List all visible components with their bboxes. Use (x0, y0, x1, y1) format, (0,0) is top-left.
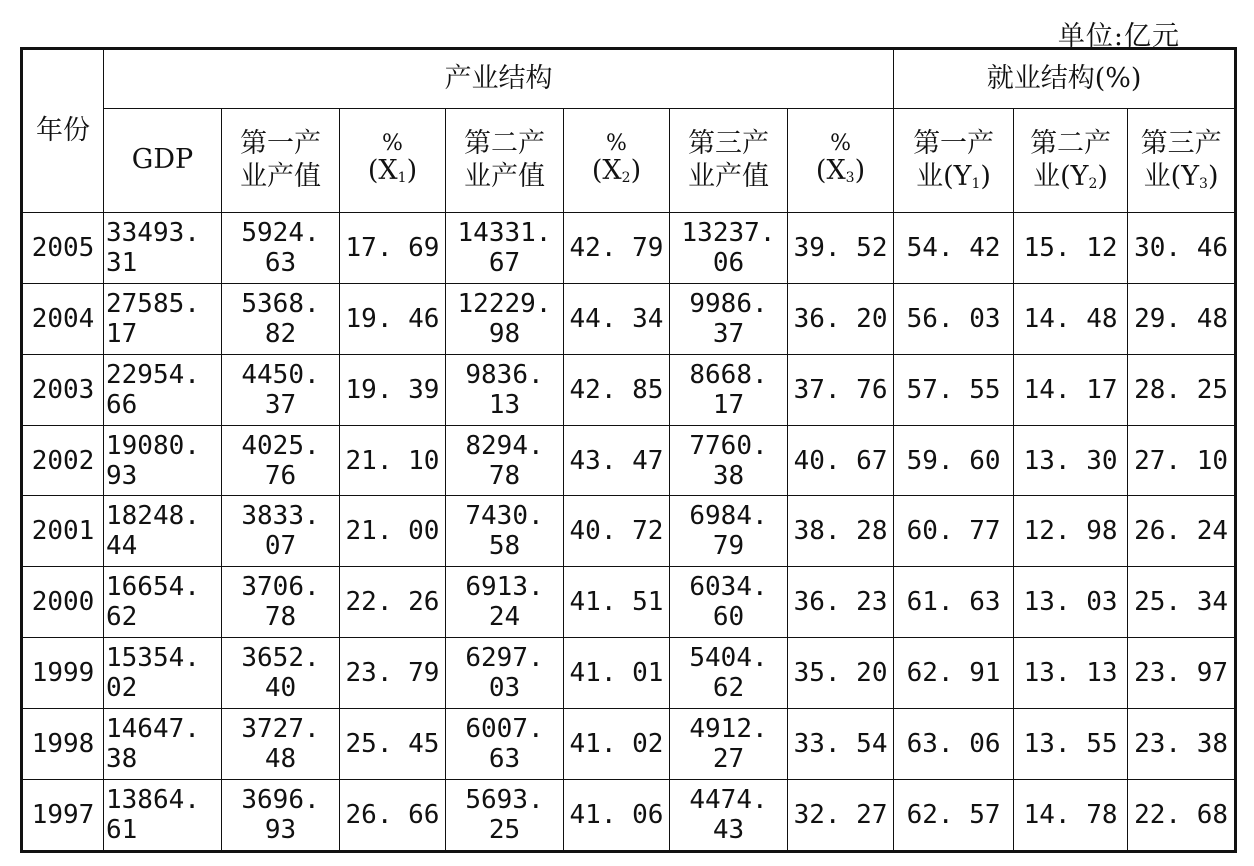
cell-year: 2002 (22, 425, 104, 496)
cell-x3: 32. 27 (788, 779, 894, 851)
cell-x2: 41. 02 (564, 709, 670, 780)
cell-x2: 43. 47 (564, 425, 670, 496)
cell-x2: 42. 79 (564, 213, 670, 284)
cell-y1: 63. 06 (894, 709, 1014, 780)
cell-y3: 23. 38 (1128, 709, 1236, 780)
cell-y2: 14. 78 (1014, 779, 1128, 851)
cell-third-value: 4474. 43 (670, 779, 788, 851)
cell-gdp: 19080. 93 (104, 425, 222, 496)
cell-first-value: 5368. 82 (222, 283, 340, 354)
cell-x1: 26. 66 (340, 779, 446, 851)
cell-x2: 42. 85 (564, 354, 670, 425)
header-y1: 第一产 业$(Y_1)$ (894, 109, 1014, 213)
table-row (22, 354, 1236, 425)
cell-third-value: 8668. 17 (670, 354, 788, 425)
cell-y2: 14. 17 (1014, 354, 1128, 425)
cell-year: 2005 (22, 213, 104, 284)
cell-y3: 28. 25 (1128, 354, 1236, 425)
cell-gdp: 16654. 62 (104, 567, 222, 638)
cell-second-value: 6007. 63 (446, 709, 564, 780)
cell-first-value: 4450. 37 (222, 354, 340, 425)
table-row (22, 213, 1236, 284)
cell-third-value: 13237. 06 (670, 213, 788, 284)
cell-first-value: 3652. 40 (222, 638, 340, 709)
cell-y1: 59. 60 (894, 425, 1014, 496)
data-table (20, 47, 1237, 853)
cell-y1: 61. 63 (894, 567, 1014, 638)
cell-second-value: 14331. 67 (446, 213, 564, 284)
header-gdp: GDP (104, 109, 222, 213)
header-first-industry-value: 第一产 业产值 (222, 109, 340, 213)
cell-third-value: 6984. 79 (670, 496, 788, 567)
cell-gdp: 15354. 02 (104, 638, 222, 709)
cell-year: 2004 (22, 283, 104, 354)
cell-y3: 30. 46 (1128, 213, 1236, 284)
cell-gdp: 33493. 31 (104, 213, 222, 284)
cell-x1: 19. 46 (340, 283, 446, 354)
table-row (22, 425, 1236, 496)
cell-y2: 13. 13 (1014, 638, 1128, 709)
cell-y1: 54. 42 (894, 213, 1014, 284)
cell-year: 1998 (22, 709, 104, 780)
table-row (22, 638, 1236, 709)
cell-x2: 44. 34 (564, 283, 670, 354)
cell-x1: 17. 69 (340, 213, 446, 284)
cell-first-value: 4025. 76 (222, 425, 340, 496)
header-employment-structure: 就业结构(%) (894, 49, 1236, 109)
cell-second-value: 5693. 25 (446, 779, 564, 851)
cell-y3: 23. 97 (1128, 638, 1236, 709)
cell-x3: 36. 23 (788, 567, 894, 638)
cell-y3: 25. 34 (1128, 567, 1236, 638)
header-second-industry-value: 第二产 业产值 (446, 109, 564, 213)
cell-y3: 29. 48 (1128, 283, 1236, 354)
cell-year: 1997 (22, 779, 104, 851)
cell-y2: 13. 55 (1014, 709, 1128, 780)
cell-first-value: 3833. 07 (222, 496, 340, 567)
cell-second-value: 6297. 03 (446, 638, 564, 709)
header-x2: % $(X_2)$ (564, 109, 670, 213)
cell-first-value: 3696. 93 (222, 779, 340, 851)
cell-x3: 37. 76 (788, 354, 894, 425)
cell-first-value: 5924. 63 (222, 213, 340, 284)
header-y3: 第三产 业$(Y_3)$ (1128, 109, 1236, 213)
cell-y2: 12. 98 (1014, 496, 1128, 567)
cell-x2: 41. 51 (564, 567, 670, 638)
header-x3: % $(X_3)$ (788, 109, 894, 213)
cell-third-value: 7760. 38 (670, 425, 788, 496)
table-row (22, 779, 1236, 851)
cell-y3: 27. 10 (1128, 425, 1236, 496)
cell-second-value: 8294. 78 (446, 425, 564, 496)
cell-y1: 60. 77 (894, 496, 1014, 567)
table-row (22, 709, 1236, 780)
cell-x1: 19. 39 (340, 354, 446, 425)
cell-x3: 35. 20 (788, 638, 894, 709)
cell-gdp: 13864. 61 (104, 779, 222, 851)
header-year: 年份 (22, 49, 104, 213)
cell-y1: 62. 57 (894, 779, 1014, 851)
cell-x1: 21. 00 (340, 496, 446, 567)
header-industry-structure: 产业结构 (104, 49, 894, 109)
cell-first-value: 3706. 78 (222, 567, 340, 638)
cell-second-value: 9836. 13 (446, 354, 564, 425)
cell-y1: 57. 55 (894, 354, 1014, 425)
cell-first-value: 3727. 48 (222, 709, 340, 780)
cell-x2: 40. 72 (564, 496, 670, 567)
cell-x3: 36. 20 (788, 283, 894, 354)
cell-x2: 41. 01 (564, 638, 670, 709)
table-body (22, 213, 1236, 852)
header-third-industry-value: 第三产 业产值 (670, 109, 788, 213)
cell-x2: 41. 06 (564, 779, 670, 851)
cell-third-value: 6034. 60 (670, 567, 788, 638)
cell-x1: 25. 45 (340, 709, 446, 780)
cell-y1: 62. 91 (894, 638, 1014, 709)
cell-gdp: 22954. 66 (104, 354, 222, 425)
cell-x3: 38. 28 (788, 496, 894, 567)
cell-gdp: 14647. 38 (104, 709, 222, 780)
cell-second-value: 12229. 98 (446, 283, 564, 354)
table-row (22, 567, 1236, 638)
cell-x3: 40. 67 (788, 425, 894, 496)
cell-year: 1999 (22, 638, 104, 709)
cell-y2: 15. 12 (1014, 213, 1128, 284)
cell-gdp: 27585. 17 (104, 283, 222, 354)
cell-x1: 21. 10 (340, 425, 446, 496)
cell-x1: 22. 26 (340, 567, 446, 638)
header-y2: 第二产 业$(Y_2)$ (1014, 109, 1128, 213)
cell-second-value: 6913. 24 (446, 567, 564, 638)
cell-third-value: 5404. 62 (670, 638, 788, 709)
table-row (22, 496, 1236, 567)
cell-y2: 13. 30 (1014, 425, 1128, 496)
cell-x3: 33. 54 (788, 709, 894, 780)
cell-y2: 14. 48 (1014, 283, 1128, 354)
cell-x1: 23. 79 (340, 638, 446, 709)
cell-y1: 56. 03 (894, 283, 1014, 354)
cell-gdp: 18248. 44 (104, 496, 222, 567)
cell-year: 2003 (22, 354, 104, 425)
cell-y3: 26. 24 (1128, 496, 1236, 567)
unit-label: 单位:亿元 (1057, 21, 1180, 52)
cell-year: 2000 (22, 567, 104, 638)
cell-third-value: 4912. 27 (670, 709, 788, 780)
header-x1: % $(X_1)$ (340, 109, 446, 213)
table-row (22, 283, 1236, 354)
cell-year: 2001 (22, 496, 104, 567)
cell-second-value: 7430. 58 (446, 496, 564, 567)
cell-y2: 13. 03 (1014, 567, 1128, 638)
cell-y3: 22. 68 (1128, 779, 1236, 851)
cell-third-value: 9986. 37 (670, 283, 788, 354)
cell-x3: 39. 52 (788, 213, 894, 284)
